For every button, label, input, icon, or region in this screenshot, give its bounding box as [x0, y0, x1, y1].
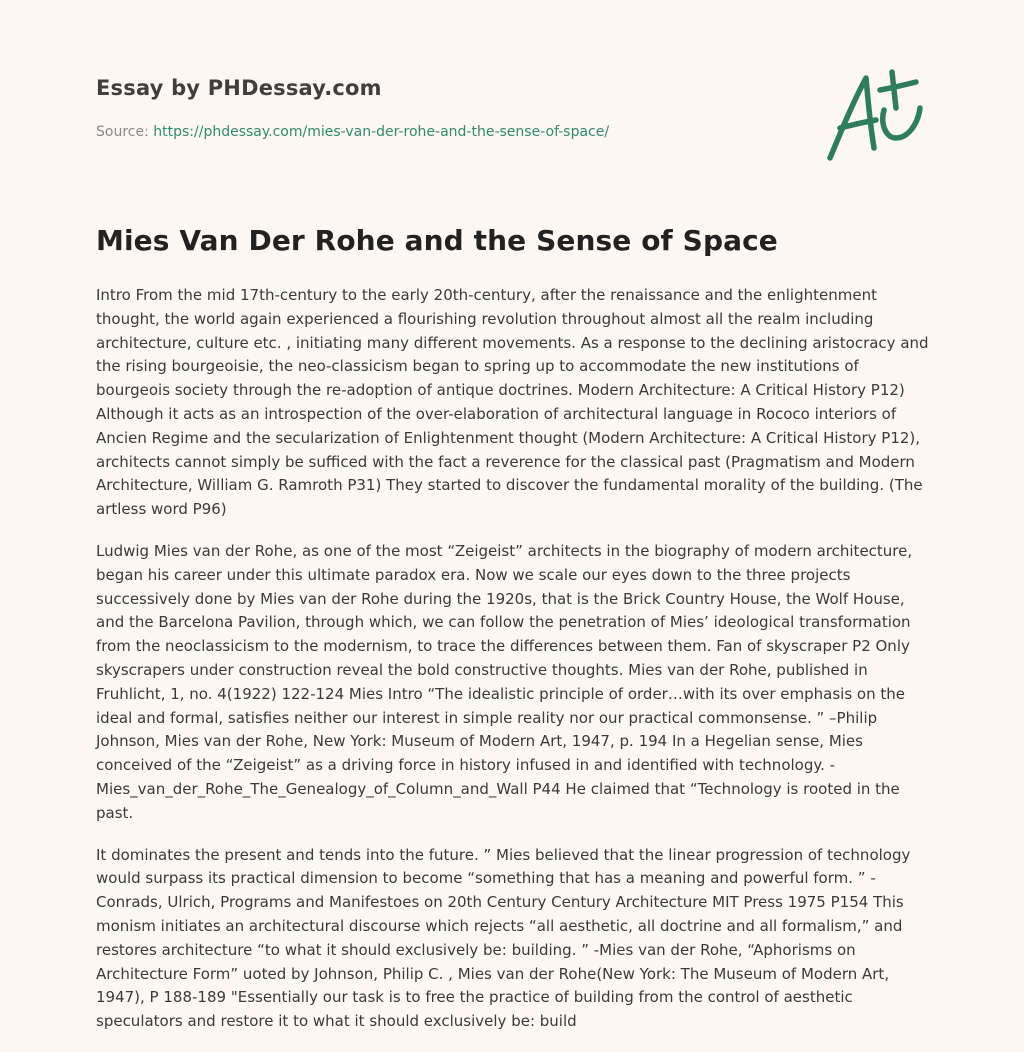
- paragraph: Ludwig Mies van der Rohe, as one of the most “Zeigeist” architects in the biography of modern architecture, began his career under this ultimate paradox era. Now we scale our eyes down to the three projects successively done by Mies van der Rohe during the 1920s, that is the Brick Country House, the Wolf House, and the Barcelona Pavilion, through which, we can follow the penetration of Mies’ ideological transformation from the neoclassicism to the modernism, to trace the differences between them. Fan of skyscraper P2 Only skyscrapers under construction reveal the bold constructive thoughts. Mies van der Rohe, published in Fruhlicht, 1, no. 4(1922) 122-124 Mies Intro “The idealistic principle of order…with its over emphasis on the ideal and formal, satisfies neither our interest in simple reality nor our practical commonsense. ” –Philip Johnson, Mies van der Rohe, New York: Museum of Modern Art, 1947, p. 194 In a Hegelian sense, Mies conceived of the “Zeigeist” as a driving force in history infused in and identified with technology. -Mies_van_der_Rohe_The_Genealogy_of_Column_and_Wall P44 He claimed that “Technology is rooted in the past.: [96, 541, 913, 822]
- paragraph: Intro From the mid 17th-century to the early 20th-century, after the renaissance and the enlightenment thought, the world again experienced a flourishing revolution throughout almost all the realm including architecture, culture etc. , initiating many different movements. As a response to the declining aristocracy and the rising bourgeoisie, the neo-classicism began to spring up to accommodate the new institutions of bourgeois society through the re-adoption of antique doctrines. Modern Architecture: A Critical History P12) Although it acts as an introspection of the over-elaboration of architectural language in Rococo interiors of Ancien Regime and the secularization of Enlightenment thought (Modern Architecture: A Critical History P12), architects cannot simply be sufficed with the fact a reverence for the classical past (Pragmatism and Modern Architecture, William G. Ramroth P31) They started to discover the fundamental morality of the building. (The artless word P96): [96, 286, 929, 519]
- source-link[interactable]: https://phdessay.com/mies-van-der-rohe-and-the-sense-of-space/: [153, 124, 610, 140]
- site-title: Essay by PHDessay.com: [96, 76, 382, 100]
- source-label: Source:: [96, 124, 149, 140]
- a-plus-logo: [820, 64, 930, 168]
- paragraph: It dominates the present and tends into the future. ” Mies believed that the linear progression of technology would surpass its practical dimension to become “something that has a meaning and powerful form. ” - Conrads, Ulrich, Programs and Manifestoes on 20th Century Century Architecture MIT Press 1975 P154 This monism initiates an architectural discourse which rejects “all aesthetic, all doctrine and all formalism,” and restores architecture “to what it should exclusively be: building. ” -Mies van der Rohe, “Aphorisms on Architecture Form” uoted by Johnson, Philip C. , Mies van der Rohe(New York: The Museum of Modern Art, 1947), P 188-189 "Essentially our task is to free the practice of building from the control of aesthetic speculators and restore it to what it should exclusively be: build: [96, 845, 911, 1031]
- document-title: Mies Van Der Rohe and the Sense of Space: [96, 224, 778, 257]
- essay-body: [96, 284, 932, 1052]
- source-line: [96, 124, 609, 140]
